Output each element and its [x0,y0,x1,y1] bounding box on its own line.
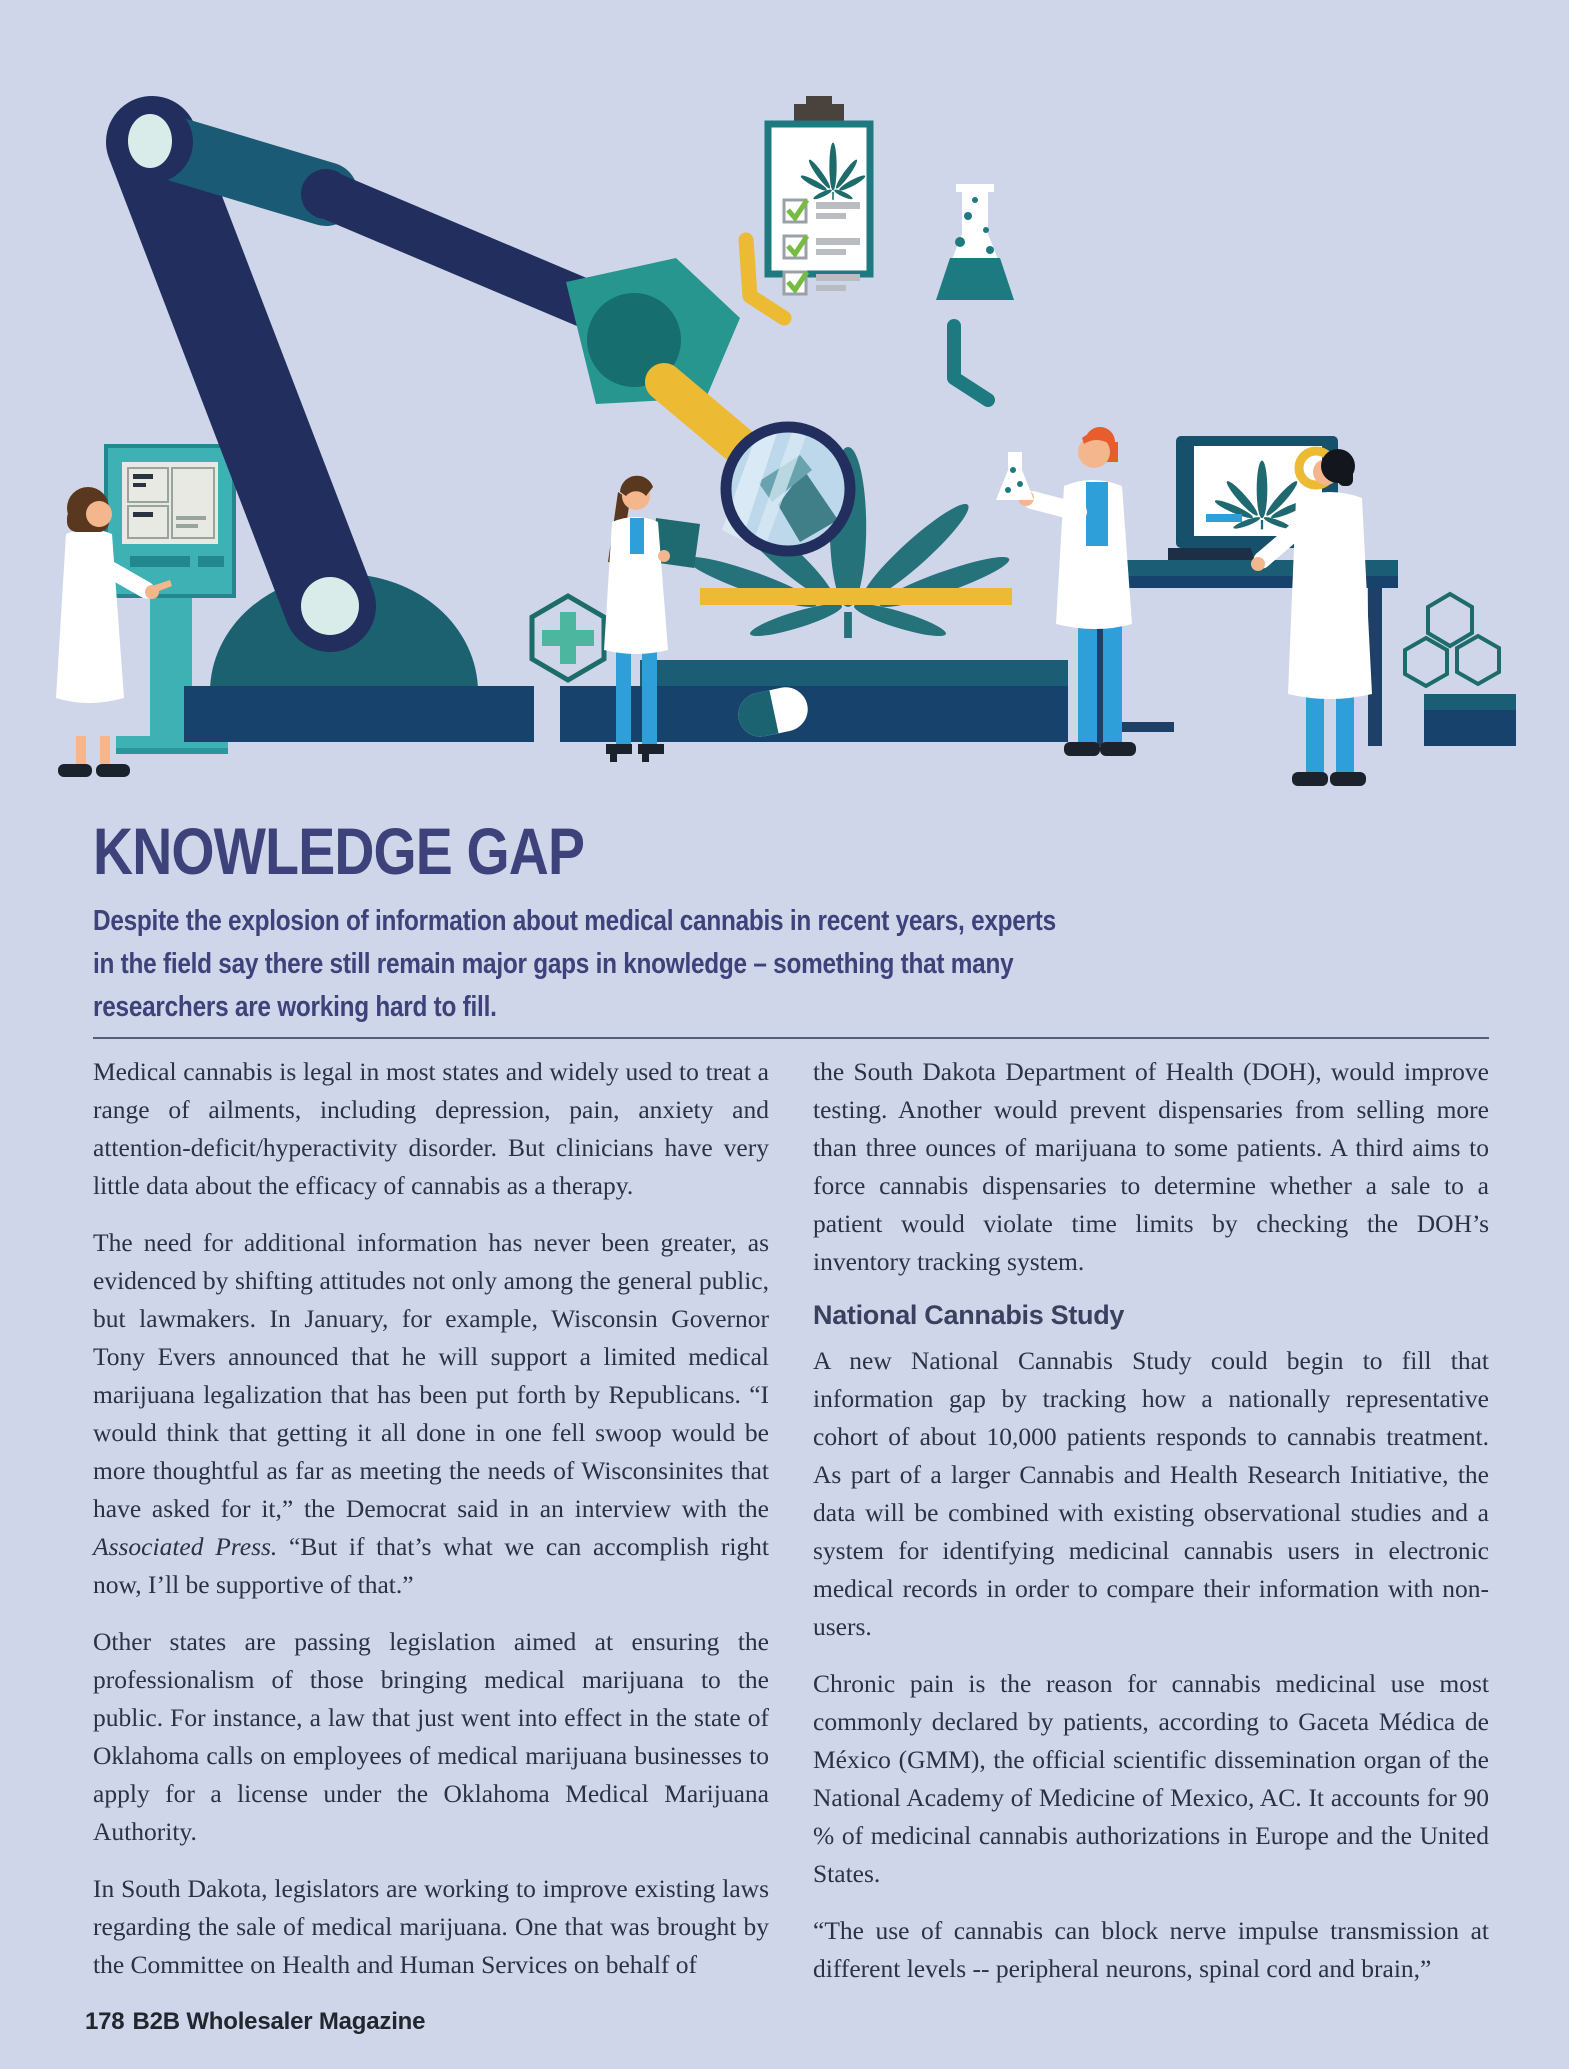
paragraph: the South Dakota Department of Health (DOH), would improve testing. Another would prevent dispensaries from selling more than three ounces of marijuana to some patients. A third aims to force cannabis dispensaries to determine whether a sale to a patient would violate time limits by checking the DOH’s inventory tracking system. [813,1057,1489,1276]
medical-cross-hexagon [532,596,604,680]
left-column [93,1053,769,2007]
checklist-row [784,272,860,294]
small-flask [996,452,1034,500]
platform [560,686,1068,742]
molecule-hexagons [1405,594,1499,686]
paragraph: “The use of cannabis can block nerve impulse transmission at different levels -- peripheral neurons, spinal cord and brain,” [813,1916,1489,1983]
section-heading: National Cannabis Study [813,1300,1125,1330]
paragraph: Other states are passing legislation aimed at ensuring the professionalism of those bringing medical marijuana to the public. For instance, a law that just went into effect in the state of Oklahoma calls on employees of medical marijuana businesses to apply for a license under the Oklahoma Medical Marijuana Authority. [93,1627,769,1846]
page-number: 178 [85,2008,125,2035]
paragraph: Medical cannabis is legal in most states and widely used to treat a range of ailments, including depression, pain, anxiety and attention-deficit/hyperactivity disorder. But clinicians have very little data about the efficacy of cannabis as a therapy. [93,1057,769,1200]
page-footer [85,2008,425,2036]
paragraph: Chronic pain is the reason for cannabis medicinal use most commonly declared by patients, according to Gaceta Médica de México (GMM), the official scientific dissemination organ of the National Academy of Medicine of Mexico, AC. It accounts for 90 % of medicinal cannabis authorizations in Europe and the United States. [813,1669,1489,1888]
paragraph-text: “But if that’s what we can accomplish right now, I’ll be supportive of that.” [93,1532,769,1599]
paragraph: A new National Cannabis Study could begin to fill that information gap by tracking how a nationally representative cohort of about 10,000 patients responds to cannabis treatment. As part of a larger Cannabis and Health Research Initiative, the data will be combined with existing observational studies and a system for identifying medicinal cannabis users in electronic medical records in order to compare their information with non-users. [813,1346,1489,1641]
paragraph [93,1224,769,1604]
right-column [813,1053,1489,2007]
pipe [954,326,988,400]
article [93,790,1489,2007]
subtitle-line: researchers are working hard to fill. [93,991,497,1023]
subtitle-line: Despite the explosion of information about medical cannabis in recent years, experts [93,905,1056,937]
erlenmeyer-flask [936,184,1014,400]
keyboard [1168,548,1260,560]
subtitle-line: in the field say there still remain major gaps in knowledge – something that many [93,948,1014,980]
lab-illustration [0,0,1569,790]
italic-publication-name: Associated Press. [93,1532,278,1561]
section-divider [93,1037,1489,1039]
article-columns [93,1053,1489,2007]
paragraph: In South Dakota, legislators are working to improve existing laws regarding the sale of medical marijuana. One that was brought by the Committee on Health and Human Services on behalf of [93,1874,769,1979]
yellow-shelf [700,588,1012,605]
page-title: KNOWLEDGE GAP [93,814,585,888]
clipboard-checklist [746,96,870,318]
paragraph-text: The need for additional information has never been greater, as evidenced by shifting attitudes not only among the general public, but lawmakers. In January, for example, Wisconsin Governor Tony Evers announced that he will support a limited medical marijuana legalization that has been put forth by Republicans. “I would think that getting it all done in one fell swoop would be more thoughtful as far as meeting the needs of Wisconsinites that have asked for it,” the Democrat said in an interview with the [93,1228,769,1523]
magazine-name: B2B Wholesaler Magazine [132,2008,426,2035]
teal-block [1424,694,1516,746]
article-subtitle [93,900,1266,1029]
platform-band [640,660,1068,686]
